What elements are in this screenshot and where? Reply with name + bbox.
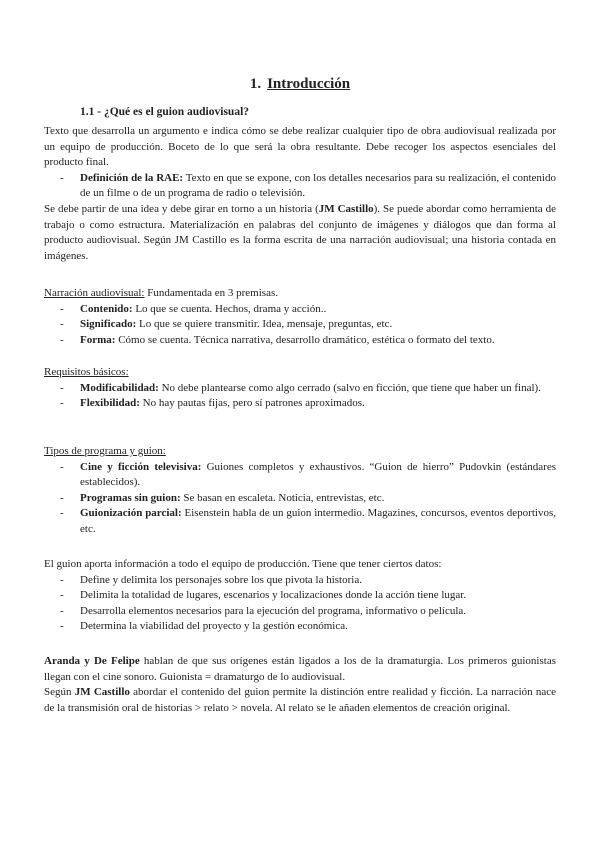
requisitos-section [44, 365, 556, 412]
p2-part-b: ). Se puede abordar como herramienta de trabajo o como estructura. Materialización en palabras del conjunto de imágenes y diálogos que dan forma al producto audiovisual. Según JM Castillo es la forma escrita de una narración audiovisual; una historia contada en imágenes. [44, 202, 556, 262]
item-text: Guiones completos y exhaustivos. “Guion de hierro” Pudovkin (estándares establecidos). [80, 460, 557, 489]
item-text: Eisenstein habla de un guion intermedio. Magazines, concursos, eventos deportivos, etc. [80, 507, 556, 535]
list-item [44, 302, 556, 318]
section-heading: 1.1 - ¿Qué es el guion audiovisual? [80, 106, 250, 118]
list-item [44, 491, 556, 507]
list-item: - Determina la viabilidad del proyecto y la gestión económica. [44, 619, 556, 635]
narracion-section [44, 286, 556, 348]
title-text: Introducción [267, 76, 351, 92]
origen-paragraph-1 [44, 654, 556, 685]
narracion-list [44, 302, 556, 349]
list-item [44, 171, 556, 202]
rae-term: Definición de la RAE: [80, 171, 184, 184]
list-item [44, 333, 556, 349]
p2-part-a: Se debe partir de una idea y debe girar en torno a un historia ( [44, 202, 319, 215]
aporta-section [44, 557, 556, 635]
item-term: Significado: [80, 318, 137, 331]
tipos-section [44, 444, 556, 538]
requisitos-list [44, 381, 556, 412]
aporta-list [44, 573, 556, 635]
item-term: Forma: [80, 333, 116, 346]
tipos-list [44, 460, 556, 538]
narracion-text: Fundamentada en 3 premisas. [144, 287, 278, 299]
item-term: Contenido: [80, 302, 133, 315]
intro-paragraph-2 [44, 202, 556, 264]
narracion-label: Narración audiovisual: [44, 287, 145, 299]
origen-text-2: abordar el contenido del guion permite la distinción entre realidad y ficción. La narración nace de la transmisión oral de historias > relato > novela. Al relato se le añaden elementos de creación original. [44, 686, 556, 714]
intro-section [44, 124, 556, 264]
item-term: Guionización parcial: [80, 507, 182, 520]
item-term: Modificabilidad: [80, 381, 159, 394]
item-text: No debe plantearse como algo cerrado (salvo en ficción, que tiene que haber un final). [158, 381, 541, 394]
title-number: 1. [249, 76, 262, 92]
list-item [44, 396, 556, 412]
narracion-line [44, 286, 556, 302]
item-term: Flexibilidad: [80, 397, 140, 410]
item-text: Cómo se cuenta. Técnica narrativa, desarrollo dramático, estética o formato del texto. [115, 333, 495, 346]
page-title [44, 74, 556, 94]
origen-paragraph-2 [44, 685, 556, 716]
aporta-text: El guion aporta información a todo el equipo de producción. Tiene que tener ciertos datos: [44, 558, 442, 570]
item-term: Cine y ficción televisiva: [80, 460, 202, 473]
list-item: - Define y delimita los personajes sobre los que pivota la historia. [44, 573, 556, 589]
item-term: Programas sin guion: [80, 491, 181, 504]
list-item [44, 506, 556, 537]
origen-bold-1: Aranda y De Felipe [44, 655, 140, 667]
origen-text-1: hablan de que sus orígenes están ligados a los de la dramaturgia. Los primeros guionistas llegan con el cine sonoro. Guionista = dramaturgo de lo audiovisual. [44, 655, 556, 683]
list-item [44, 381, 556, 397]
requisitos-label: Requisitos básicos: [44, 366, 129, 378]
tipos-label: Tipos de programa y guion: [44, 445, 166, 457]
origen-bold-2: JM Castillo [74, 686, 130, 699]
p2-bold: JM Castillo [318, 202, 374, 215]
item-text: Se basan en escaleta. Noticia, entrevistas, etc. [180, 491, 385, 504]
rae-text: Texto en que se expone, con los detalles necesarios para su realización, el contenido de un filme o de un programa de radio o televisión. [80, 171, 556, 200]
intro-paragraph: Texto que desarrolla un argumento e indica cómo se debe realizar cualquier tipo de obra audiovisual realizada por un equipo de producción. Boceto de lo que será la obra resultante. Debe recoger los aspectos esenciales del producto final. [44, 125, 556, 169]
item-text: Lo que se cuenta. Hechos, drama y acción.. [132, 302, 327, 315]
list-item: - Delimita la totalidad de lugares, escenarios y localizaciones donde la acción tiene lugar. [44, 588, 556, 604]
list-item: - Desarrolla elementos necesarios para la ejecución del programa, informativo o película. [44, 604, 556, 620]
item-text: Lo que se quiere transmitir. Idea, mensaje, preguntas, etc. [136, 318, 393, 331]
list-item [44, 460, 556, 491]
origen-section [44, 654, 556, 716]
item-text: No hay pautas fijas, pero sí patrones aproximados. [139, 397, 365, 410]
list-item [44, 317, 556, 333]
rae-list [44, 171, 556, 202]
origen-pre-2: Según [44, 686, 75, 699]
